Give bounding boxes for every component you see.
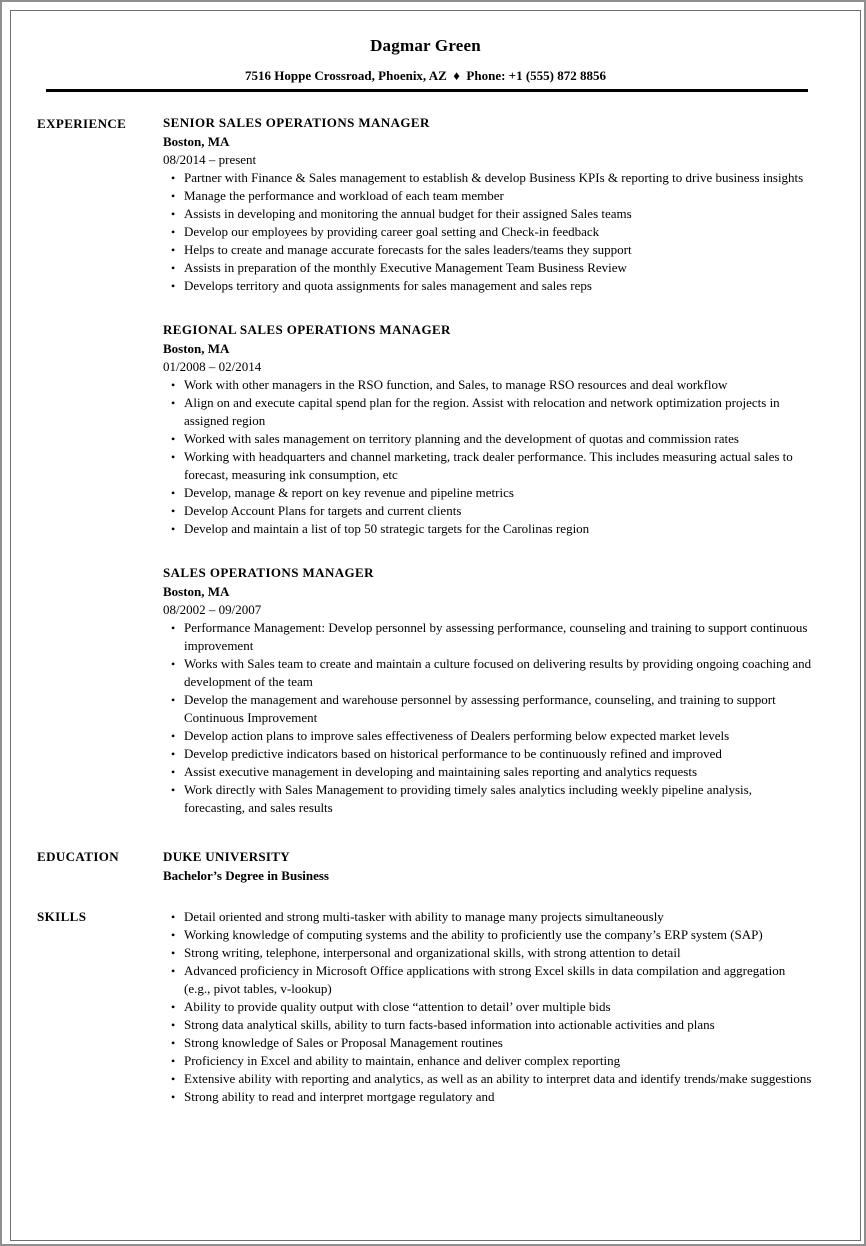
job-title: REGIONAL SALES OPERATIONS MANAGER xyxy=(163,322,451,337)
skills-section xyxy=(37,907,814,1106)
contact-phone: Phone: +1 (555) 872 8856 xyxy=(466,68,606,83)
person-name: Dagmar Green xyxy=(370,36,481,55)
bullet-item: • Develop the management and warehouse personnel by assessing performance, counseling, and training to support Continuous Improvement xyxy=(184,691,814,727)
bullet-item: • Working with headquarters and channel marketing, track dealer performance. This includes measuring actual sales to forecast, measuring ink consumption, etc xyxy=(184,448,814,484)
job-dates: 08/2014 – present xyxy=(163,152,257,167)
experience-label: EXPERIENCE xyxy=(37,116,127,131)
header-divider xyxy=(46,89,808,92)
job-location: Boston, MA xyxy=(163,134,230,149)
bullet-item: • Assists in preparation of the monthly Executive Management Team Business Review xyxy=(184,259,814,277)
bullet-item: • Partner with Finance & Sales management to establish & develop Business KPIs & reporting to drive business insights xyxy=(184,169,814,187)
jobs-list xyxy=(163,114,814,817)
job-location: Boston, MA xyxy=(163,584,230,599)
resume-header xyxy=(37,36,814,92)
job-bullets xyxy=(163,619,814,817)
job-bullets xyxy=(163,169,814,295)
skills-list xyxy=(163,908,814,1106)
bullet-item: • Develop Account Plans for targets and current clients xyxy=(184,502,814,520)
job-title: SALES OPERATIONS MANAGER xyxy=(163,565,374,580)
bullet-item: • Helps to create and manage accurate forecasts for the sales leaders/teams they support xyxy=(184,241,814,259)
skills-label: SKILLS xyxy=(37,909,87,924)
job-title: SENIOR SALES OPERATIONS MANAGER xyxy=(163,115,430,130)
school-name: DUKE UNIVERSITY xyxy=(163,849,290,864)
bullet-item: • Develop and maintain a list of top 50 strategic targets for the Carolinas region xyxy=(184,520,814,538)
diamond-separator-icon: ♦ xyxy=(453,68,460,83)
contact-line xyxy=(37,68,814,84)
contact-address: 7516 Hoppe Crossroad, Phoenix, AZ xyxy=(245,68,447,83)
bullet-item: • Develop predictive indicators based on historical performance to be continuously refined and improved xyxy=(184,745,814,763)
skill-item: • Proficiency in Excel and ability to maintain, enhance and deliver complex reporting xyxy=(184,1052,814,1070)
skill-item: • Detail oriented and strong multi-tasker with ability to manage many projects simultaneously xyxy=(184,908,814,926)
skill-item: • Strong writing, telephone, interpersonal and organizational skills, with strong attention to detail xyxy=(184,944,814,962)
job-bullets xyxy=(163,376,814,538)
bullet-item: • Work with other managers in the RSO function, and Sales, to manage RSO resources and deal workflow xyxy=(184,376,814,394)
skill-item: • Strong knowledge of Sales or Proposal Management routines xyxy=(184,1034,814,1052)
skill-item: • Strong data analytical skills, ability to turn facts-based information into actionable activities and plans xyxy=(184,1016,814,1034)
bullet-item: • Develop, manage & report on key revenue and pipeline metrics xyxy=(184,484,814,502)
skill-item: • Ability to provide quality output with close “attention to detail’ over multiple bids xyxy=(184,998,814,1016)
resume-page xyxy=(10,10,861,1241)
job-location: Boston, MA xyxy=(163,341,230,356)
bullet-item: • Develop our employees by providing career goal setting and Check-in feedback xyxy=(184,223,814,241)
bullet-item: • Manage the performance and workload of each team member xyxy=(184,187,814,205)
education-label: EDUCATION xyxy=(37,849,120,864)
bullet-item: • Performance Management: Develop personnel by assessing performance, counseling and training to support continuous improvement xyxy=(184,619,814,655)
job-entry xyxy=(163,321,814,538)
skill-item: • Advanced proficiency in Microsoft Office applications with strong Excel skills in data compilation and aggregation (e.g., pivot tables, v-lookup) xyxy=(184,962,814,998)
skill-item: • Extensive ability with reporting and analytics, as well as an ability to interpret data and identify trends/make suggestions xyxy=(184,1070,814,1088)
education-section xyxy=(37,847,814,886)
bullet-item: • Assists in developing and monitoring the annual budget for their assigned Sales teams xyxy=(184,205,814,223)
education-entry xyxy=(163,847,814,886)
bullet-item: • Develops territory and quota assignments for sales management and sales reps xyxy=(184,277,814,295)
job-dates: 01/2008 – 02/2014 xyxy=(163,359,262,374)
job-dates: 08/2002 – 09/2007 xyxy=(163,602,262,617)
bullet-item: • Assist executive management in developing and maintaining sales reporting and analytics requests xyxy=(184,763,814,781)
bullet-item: • Align on and execute capital spend plan for the region. Assist with relocation and network optimization projects in assigned region xyxy=(184,394,814,430)
skill-item: • Strong ability to read and interpret mortgage regulatory and xyxy=(184,1088,814,1106)
skill-item: • Working knowledge of computing systems and the ability to proficiently use the company’s ERP system (SAP) xyxy=(184,926,814,944)
bullet-item: • Develop action plans to improve sales effectiveness of Dealers performing below expected market levels xyxy=(184,727,814,745)
bullet-item: • Worked with sales management on territory planning and the development of quotas and commission rates xyxy=(184,430,814,448)
bullet-item: • Work directly with Sales Management to providing timely sales analytics including weekly pipeline analysis, forecasting, and sales results xyxy=(184,781,814,817)
experience-section xyxy=(37,114,814,817)
job-entry xyxy=(163,114,814,295)
job-entry xyxy=(163,564,814,817)
degree-name: Bachelor’s Degree in Business xyxy=(163,868,329,883)
bullet-item: • Works with Sales team to create and maintain a culture focused on delivering results by providing ongoing coaching and development of the team xyxy=(184,655,814,691)
